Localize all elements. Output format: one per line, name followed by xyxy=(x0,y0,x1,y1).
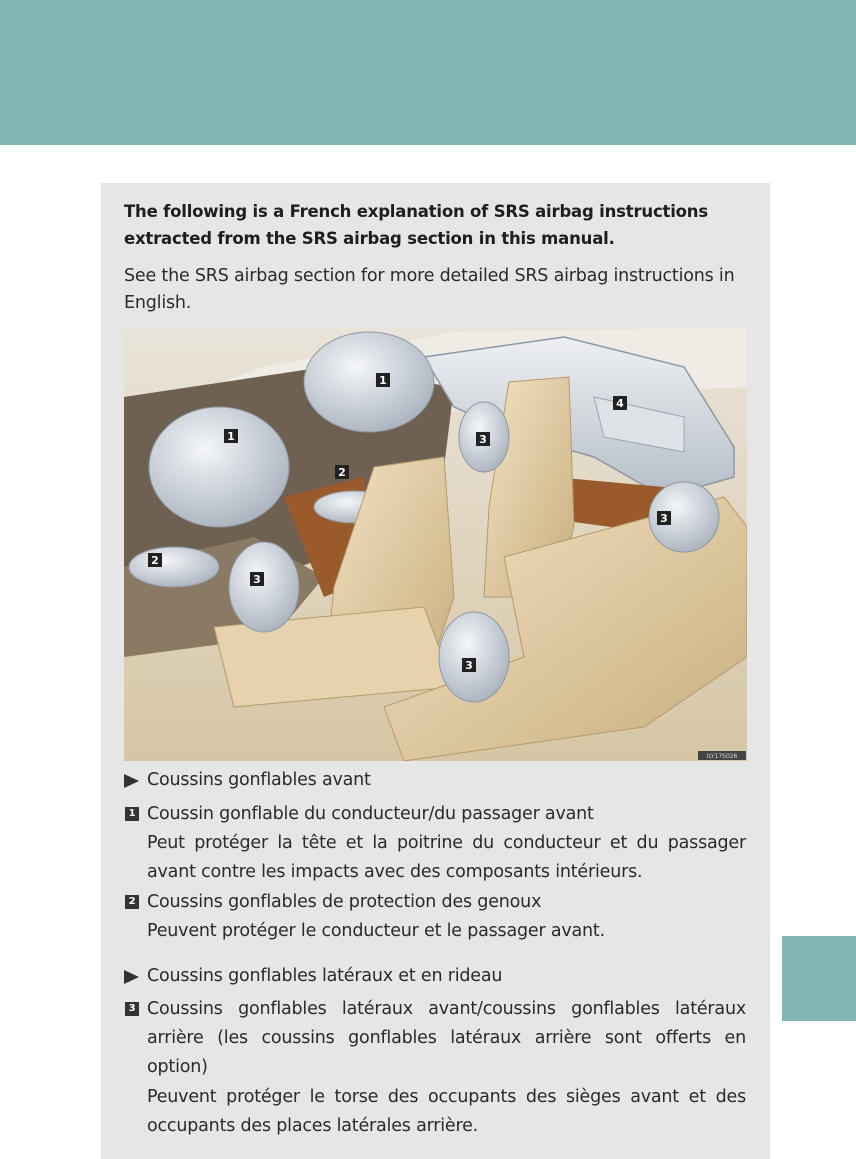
svg-text:1: 1 xyxy=(379,374,387,387)
svg-text:2: 2 xyxy=(338,466,346,479)
item-1-description: Peut protéger la tête et la poitrine du conducteur et du passager avant contre les impacts avec des composants intérieurs. xyxy=(147,833,746,882)
number-3-icon: 3 xyxy=(125,1002,139,1016)
item-2-description: Peuvent protéger le conducteur et le passager avant. xyxy=(147,921,605,941)
intro-bold-text: The following is a French explanation of SRS airbag instructions extracted from the SRS airbag section in this manual. xyxy=(124,202,708,248)
svg-text:1: 1 xyxy=(227,430,235,443)
svg-text:3: 3 xyxy=(253,573,261,586)
section-tab xyxy=(782,936,856,1021)
header-band xyxy=(0,0,856,145)
triangle-marker-icon xyxy=(124,970,139,984)
svg-text:3: 3 xyxy=(660,512,668,525)
item-1-title: Coussin gonflable du conducteur/du passager avant xyxy=(147,804,594,824)
number-1-icon: 1 xyxy=(125,807,139,821)
intro-text: See the SRS airbag section for more detailed SRS airbag instructions in English. xyxy=(124,266,735,313)
svg-text:2: 2 xyxy=(151,554,159,567)
airbag-illustration xyxy=(124,327,747,761)
item-3-description: Peuvent protéger le torse des occupants des sièges avant et des occupants des places latérales arrière. xyxy=(147,1087,746,1136)
svg-text:4: 4 xyxy=(616,397,624,410)
item-3-title: Coussins gonflables latéraux avant/coussins gonflables latéraux arrière (les coussins gonflables latéraux arrière sont offerts en option) xyxy=(147,999,746,1077)
number-2-icon: 2 xyxy=(125,895,139,909)
item-2-title: Coussins gonflables de protection des genoux xyxy=(147,892,542,912)
svg-text:3: 3 xyxy=(465,659,473,672)
svg-text:3: 3 xyxy=(479,433,487,446)
figure-code: ILY17S026 xyxy=(706,753,738,760)
triangle-marker-icon xyxy=(124,774,139,788)
